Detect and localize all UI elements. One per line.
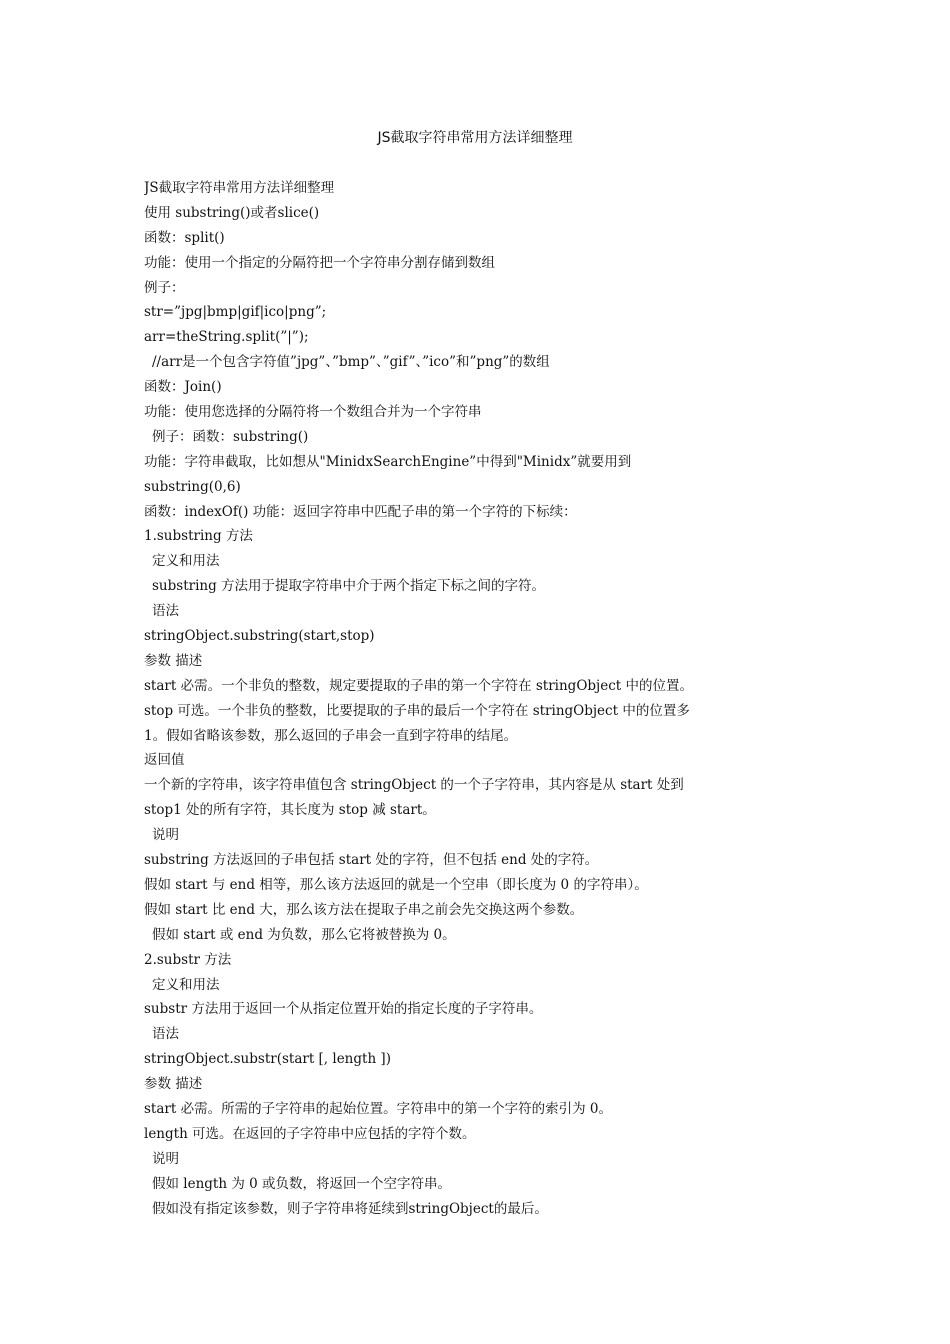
body-line: 功能：使用一个指定的分隔符把一个字符串分割存储到数组	[144, 254, 495, 271]
body-line: substring(0,6)	[144, 478, 241, 495]
body-line: 功能：使用您选择的分隔符将一个数组合并为一个字符串	[144, 404, 482, 421]
body-line: 功能：字符串截取，比如想从"MinidxSearchEngine”中得到"Minidx”就要用到	[144, 453, 632, 470]
body-line: 假如 start 比 end 大，那么该方法在提取子串之前会先交换这两个参数。	[144, 901, 584, 918]
body-line: stop 可选。一个非负的整数，比要提取的子串的最后一个字符在 stringObject 中的位置多	[144, 702, 690, 719]
body-line: JS截取字符串常用方法详细整理	[144, 180, 335, 196]
body-line: 定义和用法	[152, 553, 220, 570]
body-line: 例子：函数：substring()	[152, 428, 309, 445]
body-line: length 可选。在返回的子字符串中应包括的字符个数。	[144, 1125, 476, 1142]
body-line: start 必需。一个非负的整数，规定要提取的子串的第一个字符在 stringObject 中的位置。	[144, 677, 693, 694]
document-title: JS截取字符串常用方法详细整理	[377, 130, 573, 146]
body-line: 1.substring 方法	[144, 528, 253, 545]
body-line: 例子：	[144, 279, 185, 296]
body-line: 语法	[152, 1026, 179, 1043]
body-line: substring 方法用于提取字符串中介于两个指定下标之间的字符。	[152, 578, 546, 595]
body-line: 假如 start 或 end 为负数，那么它将被替换为 0。	[152, 926, 456, 943]
body-line: 说明	[152, 1150, 179, 1167]
body-line: 语法	[152, 603, 179, 620]
body-line: substr 方法用于返回一个从指定位置开始的指定长度的子字符串。	[144, 1001, 543, 1018]
body-line: 使用 substring()或者slice()	[144, 204, 320, 221]
body-line: 定义和用法	[152, 976, 220, 993]
body-line: start 必需。所需的子字符串的起始位置。字符串中的第一个字符的索引为 0。	[144, 1100, 612, 1117]
body-line: 函数：Join()	[144, 379, 222, 396]
body-line: stringObject.substring(start,stop)	[144, 628, 375, 645]
body-line: 假如 start 与 end 相等，那么该方法返回的就是一个空串（即长度为 0 的字符串）。	[144, 876, 648, 893]
body-line: stringObject.substr(start [, length ])	[144, 1051, 391, 1068]
body-line: 函数：indexOf() 功能：返回字符串中匹配子串的第一个字符的下标续：	[144, 503, 577, 520]
body-line: 一个新的字符串，该字符串值包含 stringObject 的一个子字符串，其内容是从 start 处到	[144, 777, 684, 794]
body-line: stop1 处的所有字符，其长度为 stop 减 start。	[144, 802, 436, 819]
body-line: 假如 length 为 0 或负数，将返回一个空字符串。	[152, 1175, 452, 1192]
body-line: 函数：split()	[144, 229, 225, 246]
body-line: 参数 描述	[144, 1076, 203, 1093]
body-line: 说明	[152, 827, 179, 844]
body-line: //arr是一个包含字符值”jpg”、”bmp”、”gif”、”ico”和”png”的数组	[152, 354, 550, 371]
body-line: 1。假如省略该参数，那么返回的子串会一直到字符串的结尾。	[144, 727, 518, 744]
document-body	[144, 176, 804, 1221]
body-line: 参数 描述	[144, 652, 203, 669]
body-line: arr=theString.split(”|”);	[144, 329, 309, 346]
body-line: substring 方法返回的子串包括 start 处的字符，但不包括 end 处的字符。	[144, 852, 599, 869]
body-line: 返回值	[144, 752, 185, 769]
body-line: 假如没有指定该参数，则子字符串将延续到stringObject的最后。	[152, 1200, 548, 1217]
body-line: str=”jpg|bmp|gif|ico|png”;	[144, 304, 327, 321]
body-line: 2.substr 方法	[144, 951, 232, 968]
